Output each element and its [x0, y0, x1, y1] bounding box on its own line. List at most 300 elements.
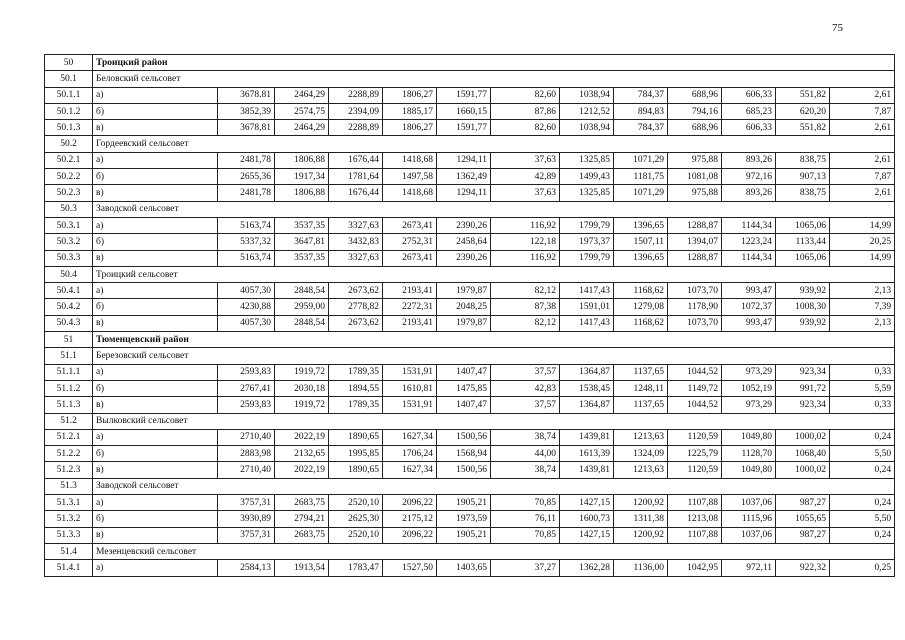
value-cell: 1213,63	[614, 462, 668, 478]
value-cell: 1531,91	[383, 364, 437, 380]
value-cell: 0,24	[830, 462, 895, 478]
value-cell: 1324,09	[614, 446, 668, 462]
value-cell: 20,25	[830, 234, 895, 250]
value-cell: 894,83	[614, 103, 668, 119]
council-name: Березовский сельсовет	[93, 348, 895, 364]
value-cell: 0,24	[830, 429, 895, 445]
value-cell: 1364,87	[560, 364, 614, 380]
value-cell: 1212,52	[560, 103, 614, 119]
value-cell: 1417,43	[560, 315, 614, 331]
value-cell: 2794,21	[275, 511, 329, 527]
value-cell: 2752,31	[383, 234, 437, 250]
table-row	[45, 511, 895, 527]
value-cell: 1507,11	[614, 234, 668, 250]
row-variant-label: б)	[93, 299, 218, 315]
row-code: 50.3.3	[45, 250, 93, 266]
value-cell: 1439,81	[560, 429, 614, 445]
value-cell: 922,32	[776, 560, 830, 576]
value-cell: 1225,79	[668, 446, 722, 462]
value-cell: 2520,10	[329, 527, 383, 543]
value-cell: 1610,81	[383, 380, 437, 396]
row-code: 51.1.1	[45, 364, 93, 380]
value-cell: 1783,47	[329, 560, 383, 576]
value-cell: 685,23	[722, 103, 776, 119]
value-cell: 1133,44	[776, 234, 830, 250]
value-cell: 2710,40	[218, 462, 275, 478]
table-row	[45, 234, 895, 250]
value-cell: 1055,65	[776, 511, 830, 527]
value-cell: 1362,28	[560, 560, 614, 576]
value-cell: 1115,96	[722, 511, 776, 527]
council-name: Беловский сельсовет	[93, 71, 895, 87]
table-row	[45, 462, 895, 478]
value-cell: 1181,75	[614, 169, 668, 185]
value-cell: 1538,45	[560, 380, 614, 396]
value-cell: 1531,91	[383, 397, 437, 413]
value-cell: 893,26	[722, 185, 776, 201]
value-cell: 1676,44	[329, 185, 383, 201]
value-cell: 1052,19	[722, 380, 776, 396]
value-cell: 3930,89	[218, 511, 275, 527]
value-cell: 606,33	[722, 87, 776, 103]
value-cell: 0,25	[830, 560, 895, 576]
value-cell: 794,16	[668, 103, 722, 119]
value-cell: 82,60	[491, 120, 560, 136]
value-cell: 2,61	[830, 120, 895, 136]
value-cell: 1500,56	[437, 462, 491, 478]
value-cell: 42,83	[491, 380, 560, 396]
value-cell: 1071,29	[614, 152, 668, 168]
row-variant-label: а)	[93, 364, 218, 380]
value-cell: 1979,87	[437, 283, 491, 299]
row-variant-label: а)	[93, 429, 218, 445]
value-cell: 1364,87	[560, 397, 614, 413]
value-cell: 923,34	[776, 397, 830, 413]
value-cell: 2096,22	[383, 527, 437, 543]
value-cell: 1613,39	[560, 446, 614, 462]
value-cell: 1806,88	[275, 152, 329, 168]
row-code: 51.1.3	[45, 397, 93, 413]
row-code: 50.3.1	[45, 217, 93, 233]
value-cell: 37,27	[491, 560, 560, 576]
value-cell: 2390,26	[437, 250, 491, 266]
row-variant-label: б)	[93, 380, 218, 396]
value-cell: 923,34	[776, 364, 830, 380]
tariff-table	[44, 54, 895, 577]
value-cell: 1073,70	[668, 283, 722, 299]
value-cell: 2193,41	[383, 283, 437, 299]
value-cell: 1600,73	[560, 511, 614, 527]
council-header-row	[45, 266, 895, 282]
council-header-row	[45, 478, 895, 494]
value-cell: 4057,30	[218, 283, 275, 299]
value-cell: 2593,83	[218, 397, 275, 413]
value-cell: 2022,19	[275, 462, 329, 478]
value-cell: 784,37	[614, 87, 668, 103]
value-cell: 2030,18	[275, 380, 329, 396]
value-cell: 38,74	[491, 429, 560, 445]
row-variant-label: б)	[93, 511, 218, 527]
council-header-row	[45, 201, 895, 217]
value-cell: 2673,62	[329, 315, 383, 331]
value-cell: 1072,37	[722, 299, 776, 315]
value-cell: 2710,40	[218, 429, 275, 445]
value-cell: 2,61	[830, 87, 895, 103]
value-cell: 2848,54	[275, 315, 329, 331]
value-cell: 1591,01	[560, 299, 614, 315]
value-cell: 70,85	[491, 495, 560, 511]
value-cell: 2288,89	[329, 87, 383, 103]
value-cell: 5163,74	[218, 250, 275, 266]
council-name: Вылковский сельсовет	[93, 413, 895, 429]
value-cell: 1407,47	[437, 397, 491, 413]
value-cell: 939,92	[776, 315, 830, 331]
row-variant-label: а)	[93, 217, 218, 233]
value-cell: 1781,64	[329, 169, 383, 185]
value-cell: 42,89	[491, 169, 560, 185]
row-variant-label: а)	[93, 283, 218, 299]
row-code: 50.3.2	[45, 234, 93, 250]
value-cell: 1500,56	[437, 429, 491, 445]
row-code: 51.3.1	[45, 495, 93, 511]
value-cell: 3757,31	[218, 527, 275, 543]
value-cell: 1294,11	[437, 185, 491, 201]
value-cell: 2883,98	[218, 446, 275, 462]
value-cell: 893,26	[722, 152, 776, 168]
row-code: 51.2.1	[45, 429, 93, 445]
table-row	[45, 283, 895, 299]
value-cell: 1919,72	[275, 364, 329, 380]
value-cell: 620,20	[776, 103, 830, 119]
value-cell: 1049,80	[722, 429, 776, 445]
value-cell: 3757,31	[218, 495, 275, 511]
value-cell: 37,63	[491, 185, 560, 201]
value-cell: 5337,32	[218, 234, 275, 250]
value-cell: 1394,07	[668, 234, 722, 250]
value-cell: 1042,95	[668, 560, 722, 576]
value-cell: 76,11	[491, 511, 560, 527]
value-cell: 82,12	[491, 283, 560, 299]
value-cell: 37,63	[491, 152, 560, 168]
value-cell: 2481,78	[218, 152, 275, 168]
value-cell: 87,86	[491, 103, 560, 119]
row-code: 50.2	[45, 136, 93, 152]
value-cell: 1913,54	[275, 560, 329, 576]
value-cell: 784,37	[614, 120, 668, 136]
value-cell: 1294,11	[437, 152, 491, 168]
value-cell: 1120,59	[668, 429, 722, 445]
row-code: 50.2.1	[45, 152, 93, 168]
value-cell: 1905,21	[437, 495, 491, 511]
value-cell: 993,47	[722, 315, 776, 331]
value-cell: 1279,08	[614, 299, 668, 315]
value-cell: 1979,87	[437, 315, 491, 331]
row-code: 50.1.3	[45, 120, 93, 136]
row-code: 50.1.1	[45, 87, 93, 103]
value-cell: 1660,15	[437, 103, 491, 119]
value-cell: 2959,00	[275, 299, 329, 315]
value-cell: 3678.81	[218, 87, 275, 103]
value-cell: 1706,24	[383, 446, 437, 462]
value-cell: 2390,26	[437, 217, 491, 233]
value-cell: 1044,52	[668, 364, 722, 380]
table-row	[45, 169, 895, 185]
value-cell: 2175,12	[383, 511, 437, 527]
value-cell: 1136,00	[614, 560, 668, 576]
value-cell: 975,88	[668, 185, 722, 201]
value-cell: 1081,08	[668, 169, 722, 185]
value-cell: 1806,27	[383, 87, 437, 103]
value-cell: 1789,35	[329, 397, 383, 413]
table-row	[45, 120, 895, 136]
council-header-row	[45, 413, 895, 429]
value-cell: 14,99	[830, 250, 895, 266]
row-code: 50.1.2	[45, 103, 93, 119]
row-code: 50.4.2	[45, 299, 93, 315]
row-variant-label: б)	[93, 446, 218, 462]
value-cell: 3852,39	[218, 103, 275, 119]
row-code: 50.4	[45, 266, 93, 282]
council-name: Мезенцевский сельсовет	[93, 543, 895, 559]
value-cell: 1995,85	[329, 446, 383, 462]
value-cell: 1427,15	[560, 495, 614, 511]
value-cell: 1223,24	[722, 234, 776, 250]
table-row	[45, 364, 895, 380]
value-cell: 1885,17	[383, 103, 437, 119]
value-cell: 1213,63	[614, 429, 668, 445]
value-cell: 5163,74	[218, 217, 275, 233]
value-cell: 3537,35	[275, 217, 329, 233]
value-cell: 87,38	[491, 299, 560, 315]
table-row	[45, 397, 895, 413]
value-cell: 0,24	[830, 495, 895, 511]
row-code: 50.4.1	[45, 283, 93, 299]
council-header-row	[45, 348, 895, 364]
value-cell: 1008,30	[776, 299, 830, 315]
row-variant-label: а)	[93, 87, 218, 103]
row-code: 51.2.2	[45, 446, 93, 462]
value-cell: 1168,62	[614, 315, 668, 331]
value-cell: 2520,10	[329, 495, 383, 511]
value-cell: 1627,34	[383, 429, 437, 445]
value-cell: 2,61	[830, 152, 895, 168]
value-cell: 3327,63	[329, 217, 383, 233]
value-cell: 82,12	[491, 315, 560, 331]
value-cell: 838,75	[776, 185, 830, 201]
value-cell: 2625,30	[329, 511, 383, 527]
value-cell: 2464,29	[275, 87, 329, 103]
value-cell: 688,96	[668, 87, 722, 103]
row-variant-label: б)	[93, 234, 218, 250]
value-cell: 2,13	[830, 283, 895, 299]
row-variant-label: б)	[93, 103, 218, 119]
table-row	[45, 315, 895, 331]
value-cell: 1038,94	[560, 87, 614, 103]
row-code: 50	[45, 55, 93, 71]
value-cell: 1499,43	[560, 169, 614, 185]
value-cell: 7,39	[830, 299, 895, 315]
value-cell: 2048,25	[437, 299, 491, 315]
value-cell: 1890,65	[329, 462, 383, 478]
value-cell: 44,00	[491, 446, 560, 462]
row-code: 51.3.3	[45, 527, 93, 543]
value-cell: 2655,36	[218, 169, 275, 185]
row-code: 51.3.2	[45, 511, 93, 527]
value-cell: 1396,65	[614, 217, 668, 233]
value-cell: 1038,94	[560, 120, 614, 136]
value-cell: 1044,52	[668, 397, 722, 413]
value-cell: 1427,15	[560, 527, 614, 543]
row-variant-label: в)	[93, 315, 218, 331]
value-cell: 1288,87	[668, 217, 722, 233]
value-cell: 1799,79	[560, 217, 614, 233]
value-cell: 1248,11	[614, 380, 668, 396]
council-header-row	[45, 136, 895, 152]
table-row	[45, 495, 895, 511]
value-cell: 2,61	[830, 185, 895, 201]
value-cell: 1789,35	[329, 364, 383, 380]
council-header-row	[45, 543, 895, 559]
row-code: 51	[45, 332, 93, 348]
value-cell: 37,57	[491, 397, 560, 413]
row-code: 51.3	[45, 478, 93, 494]
value-cell: 1178,90	[668, 299, 722, 315]
value-cell: 2022,19	[275, 429, 329, 445]
value-cell: 1120,59	[668, 462, 722, 478]
row-code: 51.1	[45, 348, 93, 364]
table-row	[45, 299, 895, 315]
value-cell: 0,24	[830, 527, 895, 543]
value-cell: 38,74	[491, 462, 560, 478]
value-cell: 3537,35	[275, 250, 329, 266]
value-cell: 1917,34	[275, 169, 329, 185]
value-cell: 1073,70	[668, 315, 722, 331]
table-row	[45, 560, 895, 576]
row-variant-label: в)	[93, 185, 218, 201]
table-row	[45, 152, 895, 168]
value-cell: 5,50	[830, 511, 895, 527]
value-cell: 1137,65	[614, 397, 668, 413]
value-cell: 1568,94	[437, 446, 491, 462]
district-header-row	[45, 332, 895, 348]
value-cell: 1475,85	[437, 380, 491, 396]
value-cell: 1213,08	[668, 511, 722, 527]
row-code: 50.4.3	[45, 315, 93, 331]
value-cell: 551,82	[776, 120, 830, 136]
value-cell: 972,16	[722, 169, 776, 185]
value-cell: 4230,88	[218, 299, 275, 315]
page-number: 75	[832, 22, 843, 34]
district-name: Троицкий район	[93, 55, 895, 71]
value-cell: 2767,41	[218, 380, 275, 396]
table-row	[45, 446, 895, 462]
row-variant-label: в)	[93, 462, 218, 478]
value-cell: 1676,44	[329, 152, 383, 168]
value-cell: 2132,65	[275, 446, 329, 462]
value-cell: 907,13	[776, 169, 830, 185]
council-name: Заводской сельсовет	[93, 201, 895, 217]
row-variant-label: б)	[93, 169, 218, 185]
table-row	[45, 185, 895, 201]
value-cell: 1065,06	[776, 217, 830, 233]
value-cell: 1128,70	[722, 446, 776, 462]
value-cell: 37,57	[491, 364, 560, 380]
table-row	[45, 103, 895, 119]
value-cell: 1049,80	[722, 462, 776, 478]
value-cell: 975,88	[668, 152, 722, 168]
value-cell: 2096,22	[383, 495, 437, 511]
value-cell: 973,29	[722, 397, 776, 413]
value-cell: 1806,27	[383, 120, 437, 136]
value-cell: 1107,88	[668, 495, 722, 511]
value-cell: 1527,50	[383, 560, 437, 576]
value-cell: 3327,63	[329, 250, 383, 266]
value-cell: 116,92	[491, 217, 560, 233]
value-cell: 1144,34	[722, 250, 776, 266]
value-cell: 1288,87	[668, 250, 722, 266]
value-cell: 2464,29	[275, 120, 329, 136]
value-cell: 2193,41	[383, 315, 437, 331]
value-cell: 1806,88	[275, 185, 329, 201]
row-code: 51.2	[45, 413, 93, 429]
table-row	[45, 250, 895, 266]
value-cell: 4057,30	[218, 315, 275, 331]
district-name: Тюменцевский район	[93, 332, 895, 348]
value-cell: 2673,62	[329, 283, 383, 299]
value-cell: 2683,75	[275, 527, 329, 543]
value-cell: 1168,62	[614, 283, 668, 299]
value-cell: 2683,75	[275, 495, 329, 511]
row-code: 50.3	[45, 201, 93, 217]
value-cell: 2848,54	[275, 283, 329, 299]
table-row	[45, 429, 895, 445]
value-cell: 1065,06	[776, 250, 830, 266]
value-cell: 70,85	[491, 527, 560, 543]
row-code: 51.4	[45, 543, 93, 559]
row-code: 51.1.2	[45, 380, 93, 396]
value-cell: 1418,68	[383, 152, 437, 168]
council-name: Заводской сельсовет	[93, 478, 895, 494]
value-cell: 1497,58	[383, 169, 437, 185]
row-code: 50.2.3	[45, 185, 93, 201]
value-cell: 2481,78	[218, 185, 275, 201]
value-cell: 1894,55	[329, 380, 383, 396]
value-cell: 1037,06	[722, 495, 776, 511]
value-cell: 1396,65	[614, 250, 668, 266]
value-cell: 1137,65	[614, 364, 668, 380]
value-cell: 1200,92	[614, 495, 668, 511]
row-code: 50.1	[45, 71, 93, 87]
value-cell: 972,11	[722, 560, 776, 576]
value-cell: 2458,64	[437, 234, 491, 250]
council-name: Троицкий сельсовет	[93, 266, 895, 282]
value-cell: 1362,49	[437, 169, 491, 185]
value-cell: 1107,88	[668, 527, 722, 543]
value-cell: 2272,31	[383, 299, 437, 315]
value-cell: 987,27	[776, 495, 830, 511]
value-cell: 2394,09	[329, 103, 383, 119]
value-cell: 939,92	[776, 283, 830, 299]
value-cell: 1144,34	[722, 217, 776, 233]
value-cell: 1037,06	[722, 527, 776, 543]
council-name: Гордеевский сельсовет	[93, 136, 895, 152]
value-cell: 82,60	[491, 87, 560, 103]
district-header-row	[45, 55, 895, 71]
value-cell: 1149,72	[668, 380, 722, 396]
value-cell: 551,82	[776, 87, 830, 103]
row-variant-label: а)	[93, 560, 218, 576]
value-cell: 838,75	[776, 152, 830, 168]
